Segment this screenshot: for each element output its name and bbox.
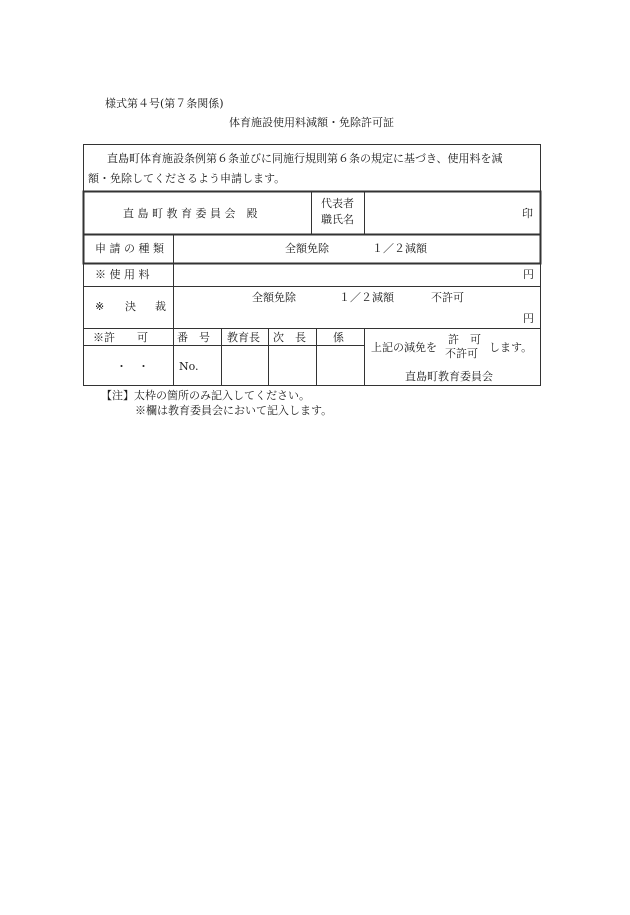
addressee: 直 島 町 教 育 委 員 会 殿 [123, 207, 258, 220]
decision-option-reject: 不許可 [431, 291, 464, 304]
type-option-full-exemption[interactable]: 全額免除 [285, 242, 329, 255]
statement-permit-option: 許 可 [448, 333, 481, 346]
representative-label-2: 職氏名 [321, 213, 354, 226]
page-title: 体育施設使用料減額・免除許可証 [229, 116, 394, 129]
form-number: 様式第４号(第７条関係) [105, 97, 224, 110]
note-bold-frame: 【注】太枠の箇所のみ記入してください。 [101, 389, 310, 402]
statement-reject-option: 不許可 [445, 347, 478, 360]
decision-label-char2: 裁 [155, 300, 166, 313]
decision-unit: 円 [523, 312, 534, 325]
deputy-column-header: 次 長 [273, 331, 306, 344]
decision-option-half-reduction: １／２減額 [339, 291, 394, 304]
seal-mark: 印 [522, 207, 533, 220]
application-text-line1: 直島町体育施設条例第６条並びに同施行規則第６条の規定に基づき、使用料を減 [107, 152, 503, 165]
type-option-half-reduction[interactable]: １／２減額 [372, 242, 427, 255]
number-column-header: 番 号 [177, 331, 210, 344]
usage-fee-unit: 円 [523, 268, 534, 281]
staff-column-header: 係 [333, 331, 344, 344]
representative-name-field[interactable] [366, 193, 528, 233]
representative-label-1: 代表者 [321, 197, 354, 210]
permit-column-header: ※許 可 [93, 331, 148, 344]
note-asterisk-fields: ※欄は教育委員会において記入します。 [135, 404, 333, 417]
usage-fee-label: ※ 使 用 料 [95, 268, 150, 281]
issuer-name: 直島町教育委員会 [405, 370, 493, 383]
permit-number-prefix: No. [179, 360, 199, 373]
application-type-label: 申 請 の 種 類 [95, 242, 164, 255]
statement-suffix: します。 [489, 341, 533, 354]
permit-date: ・ ・ [116, 360, 149, 373]
statement-prefix: 上記の減免を [371, 341, 437, 354]
application-text-line2: 額・免除してくださるよう申請します。 [88, 172, 286, 185]
decision-label-mark: ※ [95, 300, 105, 313]
superintendent-column-header: 教育長 [227, 331, 260, 344]
decision-option-full-exemption: 全額免除 [252, 291, 296, 304]
decision-label-char1: 決 [125, 300, 136, 313]
